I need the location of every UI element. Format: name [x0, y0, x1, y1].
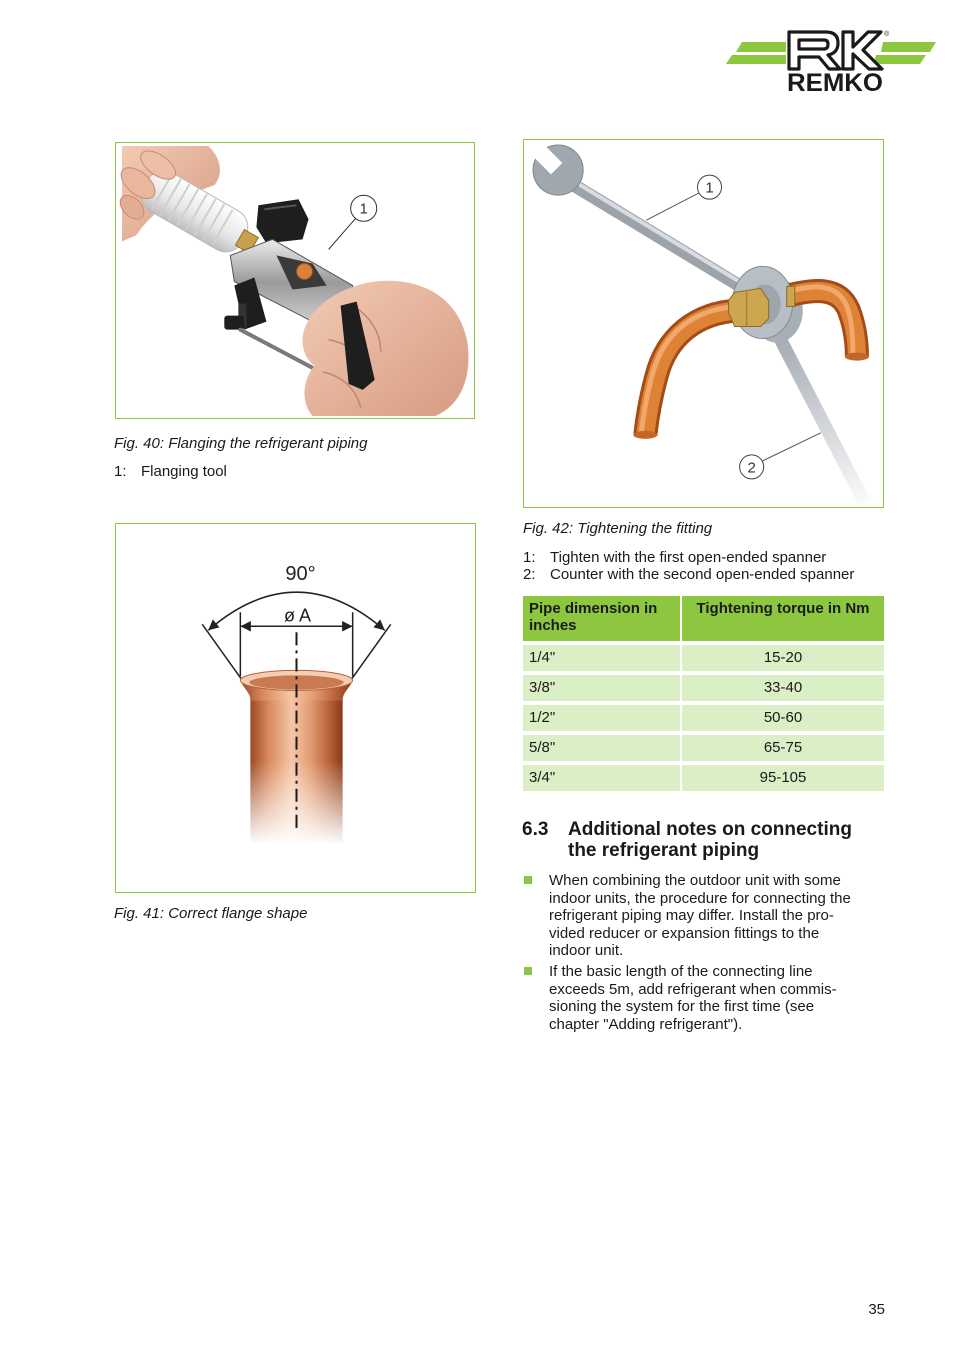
spanner-1-highlight — [572, 180, 750, 288]
bullet-line: exceeds 5m, add refrigerant when commis- — [549, 980, 837, 998]
fig42-legend-item — [523, 549, 923, 566]
table-cell-torque: 33-40 — [682, 675, 884, 701]
table-cell-pipe: 5/8" — [523, 735, 680, 761]
flange-angle-line-right — [351, 624, 391, 680]
bullet-line: If the basic length of the connecting line — [549, 963, 813, 980]
table-cell-torque: 95-105 — [682, 765, 884, 791]
logo-mark-r — [789, 32, 840, 69]
section-title — [568, 819, 852, 861]
copper-pipe-left-end — [633, 431, 657, 439]
logo-mark-k — [843, 32, 882, 69]
table-header-torque: Tightening torque in Nm — [682, 596, 884, 641]
tightening-torque-table — [523, 596, 884, 791]
logo-stripe-right-bottom — [874, 55, 926, 64]
diameter-label: ø A — [283, 605, 312, 626]
section-title-line: the refrigerant piping — [568, 840, 760, 861]
fig40-flanging-illustration — [116, 143, 474, 418]
page-number: 35 — [868, 1301, 885, 1318]
header-line: Pipe dimension in — [529, 600, 658, 617]
brass-fitting-right — [787, 286, 795, 306]
fig42-callout-2-number: 2 — [747, 459, 756, 477]
tool-clamp-block — [256, 199, 308, 243]
legend-text: Flanging tool — [141, 463, 227, 480]
fig42-callout-1-leader — [646, 193, 698, 220]
fig42-callout-2-leader — [763, 433, 821, 461]
legend-text: Counter with the second open-ended spanner — [550, 566, 855, 583]
bullet-square-icon — [524, 876, 532, 884]
logo-wordmark: REMKO — [787, 69, 883, 94]
section-heading — [522, 819, 942, 861]
table-cell-torque: 15-20 — [682, 645, 884, 671]
logo-registered-mark: ® — [884, 31, 890, 38]
right-hand — [303, 281, 469, 416]
fig41-caption: Fig. 41: Correct flange shape — [114, 905, 308, 922]
table-cell-pipe: 3/4" — [523, 765, 680, 791]
fig41-image-frame — [115, 523, 476, 893]
header-line: inches — [529, 617, 577, 634]
angle-label: 90° — [285, 563, 316, 586]
table-cell-torque: 65-75 — [682, 735, 884, 761]
table-cell-torque: 50-60 — [682, 705, 884, 731]
legend-number: 1: — [114, 463, 127, 480]
copper-flare — [297, 263, 313, 279]
bullet-square-icon — [524, 967, 532, 975]
logo-stripe-left-top — [736, 42, 786, 52]
legend-number: 2: — [523, 566, 536, 583]
table-cell-pipe: 3/8" — [523, 675, 680, 701]
legend-text: Tighten with the first open-ended spanner — [550, 549, 827, 566]
note-bullet — [523, 963, 923, 1035]
fig40-caption: Fig. 40: Flanging the refrigerant piping — [114, 435, 368, 452]
fig42-caption: Fig. 42: Tightening the fitting — [523, 520, 713, 537]
fig40-callout-leader — [329, 218, 356, 249]
bullet-line: When combining the outdoor unit with some — [549, 872, 841, 889]
bullet-line: indoor units, the procedure for connecting the — [549, 889, 851, 907]
brass-nut — [729, 288, 769, 326]
bullet-text — [549, 872, 851, 960]
bullet-text — [549, 963, 837, 1033]
logo-stripe-right-top — [881, 42, 936, 52]
spanner-1-bar — [572, 184, 750, 292]
logo-stripe-left-bottom — [726, 55, 786, 64]
remko-logo — [724, 28, 938, 94]
section-title-line: Additional notes on connecting — [568, 819, 852, 840]
fig42-callout-1-number: 1 — [705, 179, 714, 197]
tool-rod — [240, 330, 312, 368]
copper-pipe-right-end — [845, 353, 869, 361]
flange-angle-line-left — [202, 624, 242, 680]
bullet-line: vided reducer or expansion fittings to the — [549, 924, 820, 942]
fig40-image-frame — [115, 142, 475, 419]
bullet-line: indoor unit. — [549, 942, 624, 959]
fig42-tightening-illustration — [524, 140, 883, 507]
bullet-line: chapter "Adding refrigerant"). — [549, 1015, 743, 1033]
fig41-flange-shape-diagram — [116, 524, 475, 892]
section-number: 6.3 — [522, 819, 549, 840]
bullet-line: refrigerant piping may differ. Install the pro- — [549, 907, 834, 924]
table-header-pipe-dimension — [523, 596, 680, 641]
fig42-legend-item — [523, 566, 923, 583]
table-cell-pipe: 1/4" — [523, 645, 680, 671]
note-bullet — [523, 872, 923, 960]
tool-knob — [224, 316, 244, 330]
bullet-line: sioning the system for the first time (see — [549, 998, 815, 1015]
fig40-legend-item — [114, 463, 474, 480]
legend-number: 1: — [523, 549, 536, 566]
table-cell-pipe: 1/2" — [523, 705, 680, 731]
fig40-callout-number: 1 — [359, 200, 368, 218]
fig42-image-frame — [523, 139, 884, 508]
